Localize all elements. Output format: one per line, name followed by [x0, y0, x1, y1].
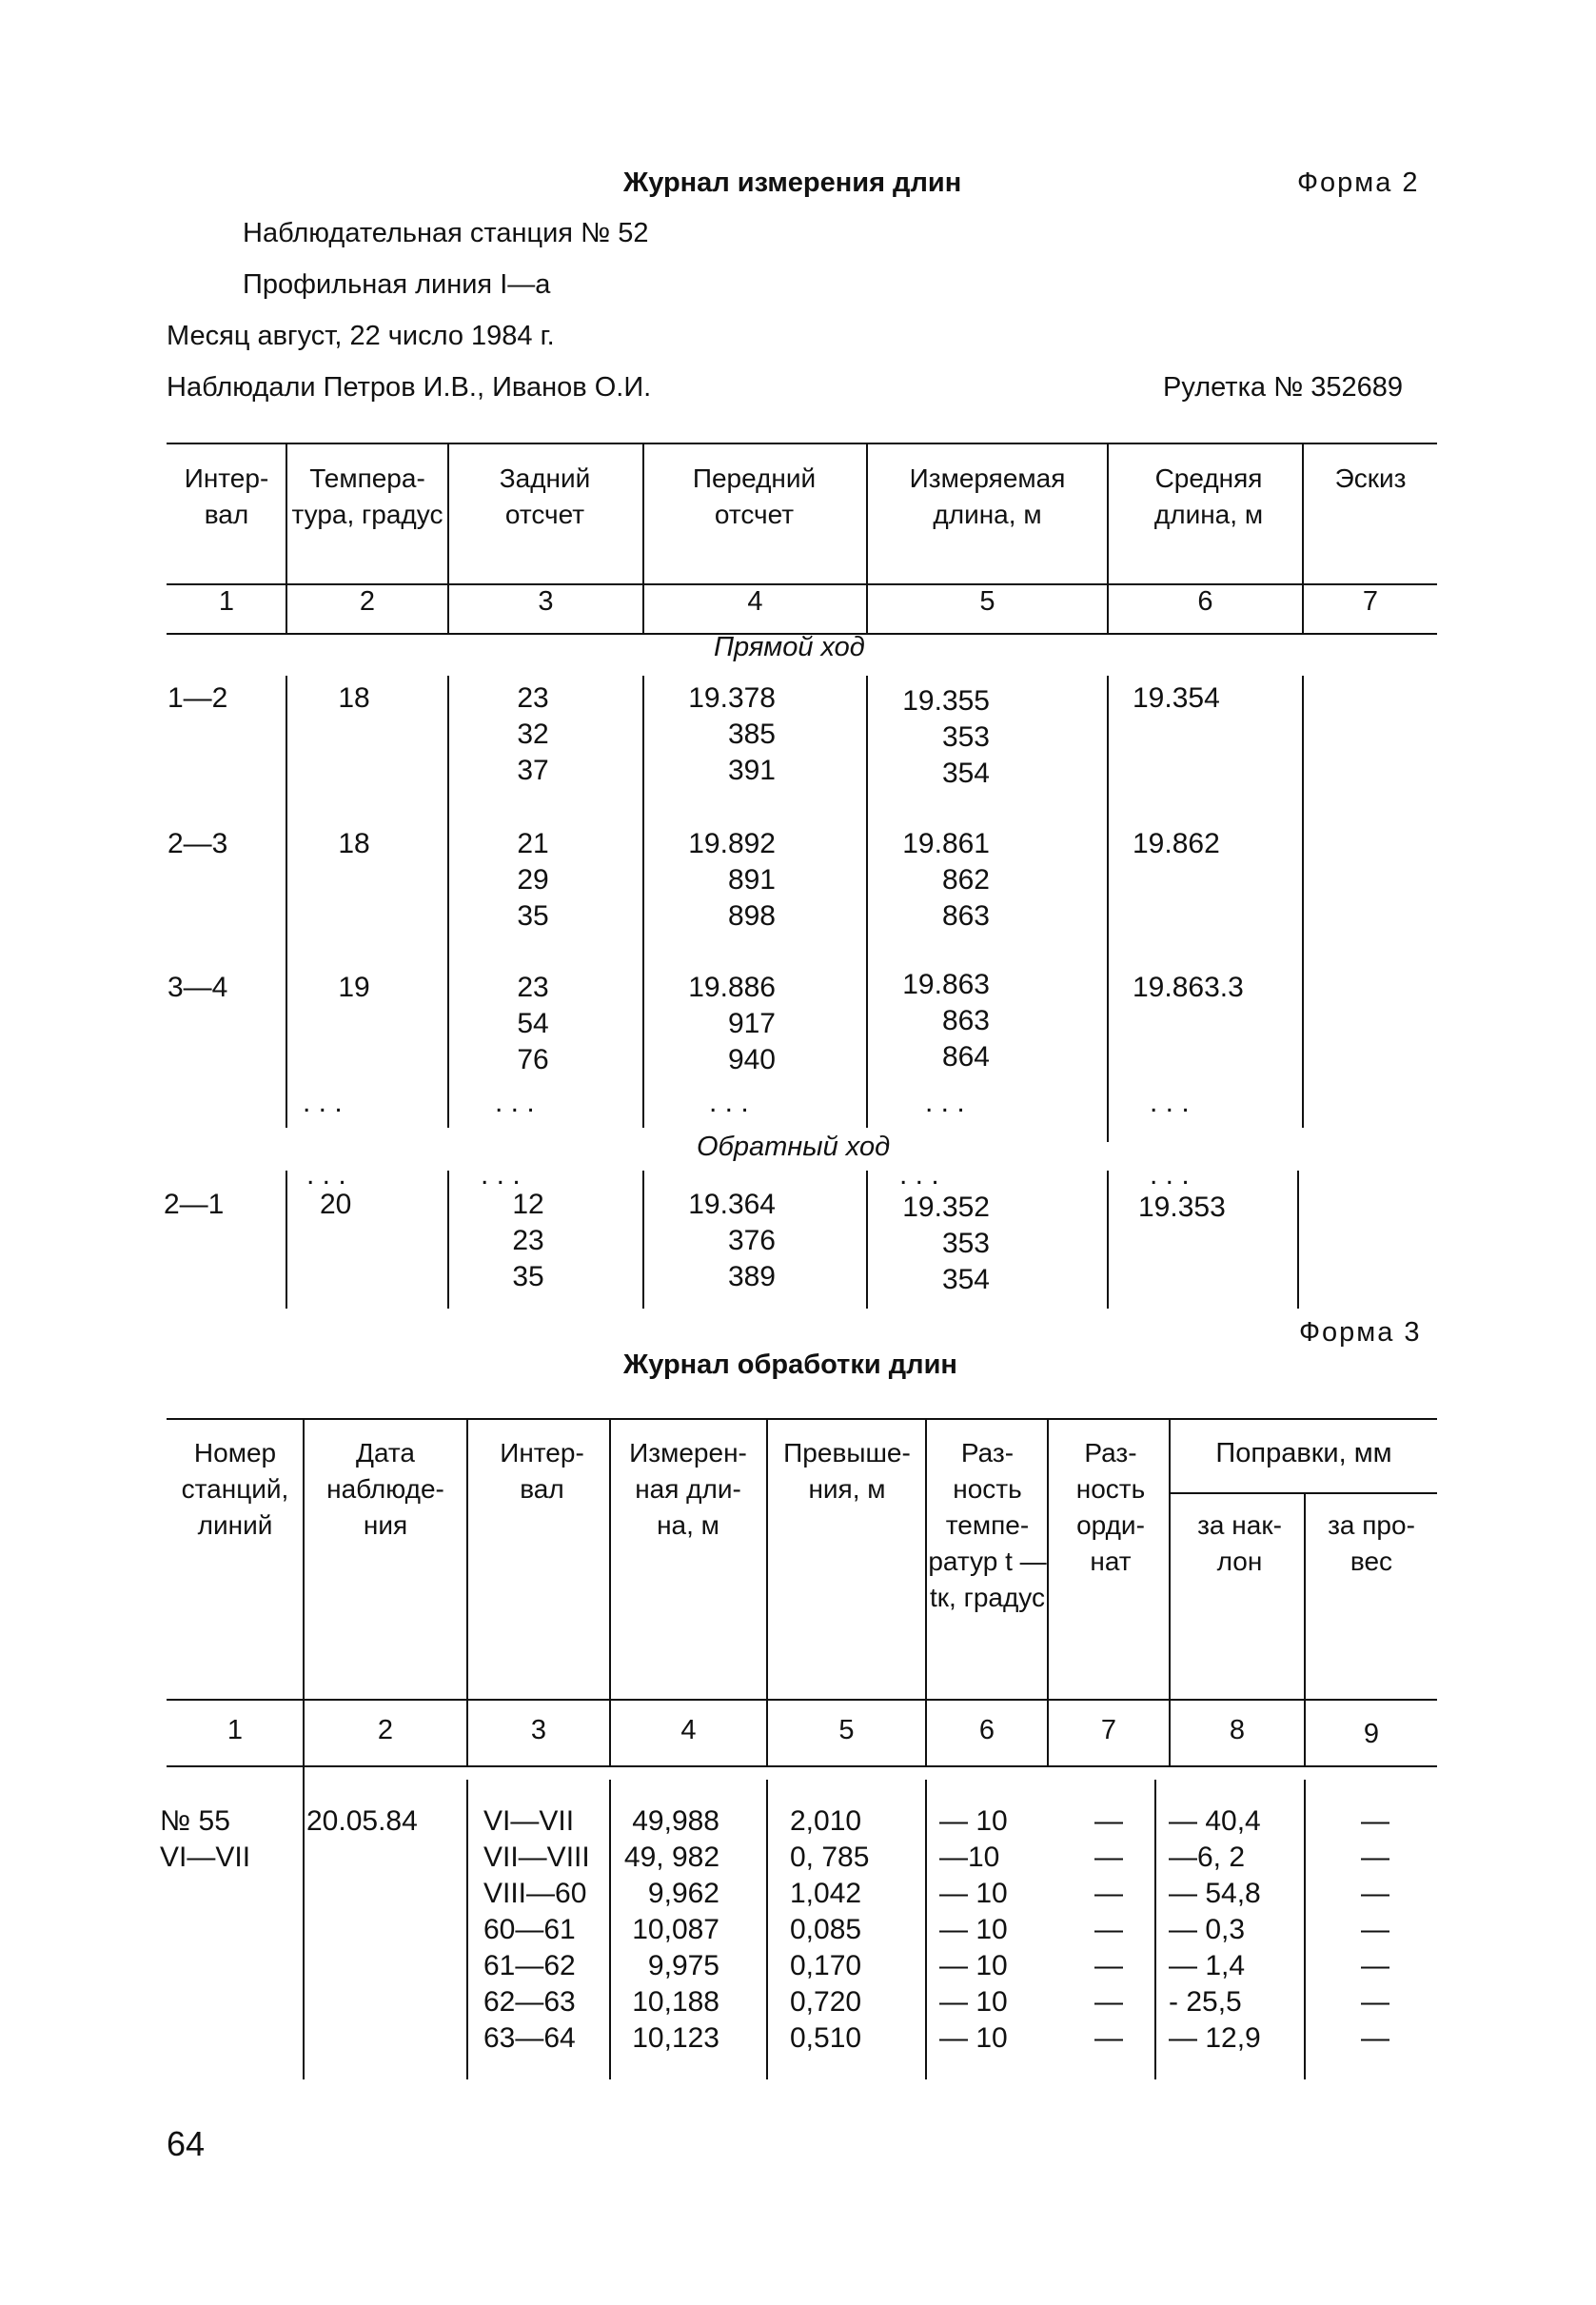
col-number: 4 — [680, 1715, 697, 1745]
col-number: 3 — [538, 586, 554, 617]
front-reading-cell: 19.364 376 389 — [688, 1189, 776, 1292]
col-corrections-header: Поправки, мм — [1215, 1438, 1392, 1468]
col-number: 7 — [1100, 1715, 1117, 1745]
interval-cell: VI—VII VII—VIII VIII—60 60—61 61—62 62—63 63—64 — [483, 1805, 590, 2054]
forward-run-label: Прямой ход — [714, 632, 865, 662]
front-reading-cell: 19.892 891 898 — [688, 828, 776, 932]
back-reading-cell: 12 23 35 — [512, 1189, 544, 1292]
excess-cell: 2,010 0, 785 1,042 0,085 0,170 0,720 0,510 — [790, 1805, 870, 2054]
front-reading-cell: 19.886 917 940 — [688, 972, 776, 1075]
form3-title: Журнал обработки длин — [623, 1350, 957, 1380]
col-sketch-header: Эскиз — [1334, 463, 1407, 493]
col-date-header: Дата наблюде-ния — [326, 1438, 444, 1540]
temperature-cell: 19 — [338, 972, 370, 1003]
col-slope-correction-header: за нак-лон — [1197, 1510, 1282, 1576]
ellipsis: . . . — [481, 1159, 521, 1191]
col-number: 1 — [218, 586, 235, 617]
col-sag-correction-header: за про-вес — [1328, 1510, 1415, 1576]
ellipsis: . . . — [925, 1087, 965, 1118]
interval-cell: 2—3 — [167, 828, 228, 859]
back-reading-cell: 23 32 37 — [517, 682, 549, 786]
mean-length-cell: 19.863.3 — [1133, 972, 1244, 1003]
ellipsis: . . . — [303, 1087, 343, 1118]
col-excess-header: Превыше-ния, м — [783, 1438, 911, 1504]
measured-length-cell: 19.863 863 864 — [902, 969, 990, 1073]
sag-correction-cell: — — — — — — — — [1361, 1805, 1389, 2054]
col-temperature-header: Темпера-тура, градус — [291, 463, 443, 529]
mean-length-cell: 19.354 — [1133, 682, 1220, 714]
back-reading-cell: 21 29 35 — [517, 828, 549, 932]
ordinate-difference-cell: — — — — — — — — [1094, 1805, 1123, 2054]
temp-difference-cell: — 10 —10 — 10 — 10 — 10 — 10 — 10 — [939, 1805, 1008, 2054]
interval-cell: 3—4 — [167, 972, 228, 1003]
col-number: 1 — [227, 1715, 244, 1745]
ellipsis: . . . — [709, 1087, 749, 1118]
date-cell: 20.05.84 — [306, 1805, 418, 1837]
col-ordinate-difference-header: Раз-ность орди-нат — [1075, 1438, 1146, 1576]
col-station-header: Номер станций, линий — [181, 1438, 289, 1540]
page-number: 64 — [167, 2124, 206, 2163]
front-reading-cell: 19.378 385 391 — [688, 682, 776, 786]
col-interval-header: Интер-вал — [500, 1438, 584, 1504]
col-measured-length-header: Измеряемая длина, м — [909, 463, 1066, 529]
col-temp-difference-header: Раз-ность темпе-ратур t — tк, градус — [928, 1438, 1047, 1612]
backward-run-label: Обратный ход — [697, 1132, 891, 1162]
mean-length-cell: 19.353 — [1138, 1192, 1226, 1223]
temperature-cell: 18 — [338, 682, 370, 714]
station-line: Наблюдательная станция № 52 — [243, 218, 649, 248]
ellipsis: . . . — [899, 1159, 939, 1191]
col-number: 5 — [838, 1715, 855, 1745]
col-interval-header: Интер-вал — [184, 463, 269, 529]
col-number: 6 — [1197, 586, 1213, 617]
interval-cell: 2—1 — [164, 1189, 225, 1220]
temperature-cell: 20 — [320, 1189, 352, 1220]
form2-label: Форма 2 — [1297, 167, 1420, 198]
measured-length-cell: 19.352 353 354 — [902, 1192, 990, 1295]
form2-title: Журнал измерения длин — [623, 167, 962, 198]
temperature-cell: 18 — [338, 828, 370, 859]
ellipsis: . . . — [306, 1159, 346, 1191]
tape-number: Рулетка № 352689 — [1163, 372, 1404, 403]
col-back-reading-header: Задний отсчет — [499, 463, 591, 529]
col-number: 9 — [1363, 1719, 1380, 1749]
slope-correction-cell: — 40,4 —6, 2 — 54,8 — 0,3 — 1,4 - 25,5 — 12,9 — [1169, 1805, 1261, 2054]
col-front-reading-header: Передний отсчет — [692, 463, 817, 529]
observers-line: Наблюдали Петров И.В., Иванов О.И. — [167, 372, 652, 403]
col-measured-length-header: Измерен-ная дли-на, м — [629, 1438, 747, 1540]
col-number: 5 — [979, 586, 995, 617]
form3-label: Форма 3 — [1299, 1317, 1422, 1348]
col-number: 7 — [1362, 586, 1379, 617]
profile-line: Профильная линия I—а — [243, 269, 551, 300]
back-reading-cell: 23 54 76 — [517, 972, 549, 1075]
ellipsis: . . . — [495, 1087, 535, 1118]
station-cell: № 55 VI—VII — [160, 1805, 251, 1873]
mean-length-cell: 19.862 — [1133, 828, 1220, 859]
col-number: 3 — [530, 1715, 547, 1745]
col-mean-length-header: Средняя длина, м — [1153, 463, 1264, 529]
measured-length-cell: 49,988 49, 982 9,962 10,087 9,975 10,188 10,123 — [623, 1805, 719, 2054]
col-number: 8 — [1229, 1715, 1246, 1745]
ellipsis: . . . — [1150, 1159, 1190, 1191]
date-line: Месяц август, 22 число 1984 г. — [167, 321, 555, 351]
interval-cell: 1—2 — [167, 682, 228, 714]
col-number: 6 — [978, 1715, 995, 1745]
ellipsis: . . . — [1150, 1087, 1190, 1118]
measured-length-cell: 19.861 862 863 — [902, 828, 990, 932]
col-number: 4 — [747, 586, 763, 617]
col-number: 2 — [377, 1715, 394, 1745]
measured-length-cell: 19.355 353 354 — [902, 685, 990, 789]
col-number: 2 — [359, 586, 376, 617]
